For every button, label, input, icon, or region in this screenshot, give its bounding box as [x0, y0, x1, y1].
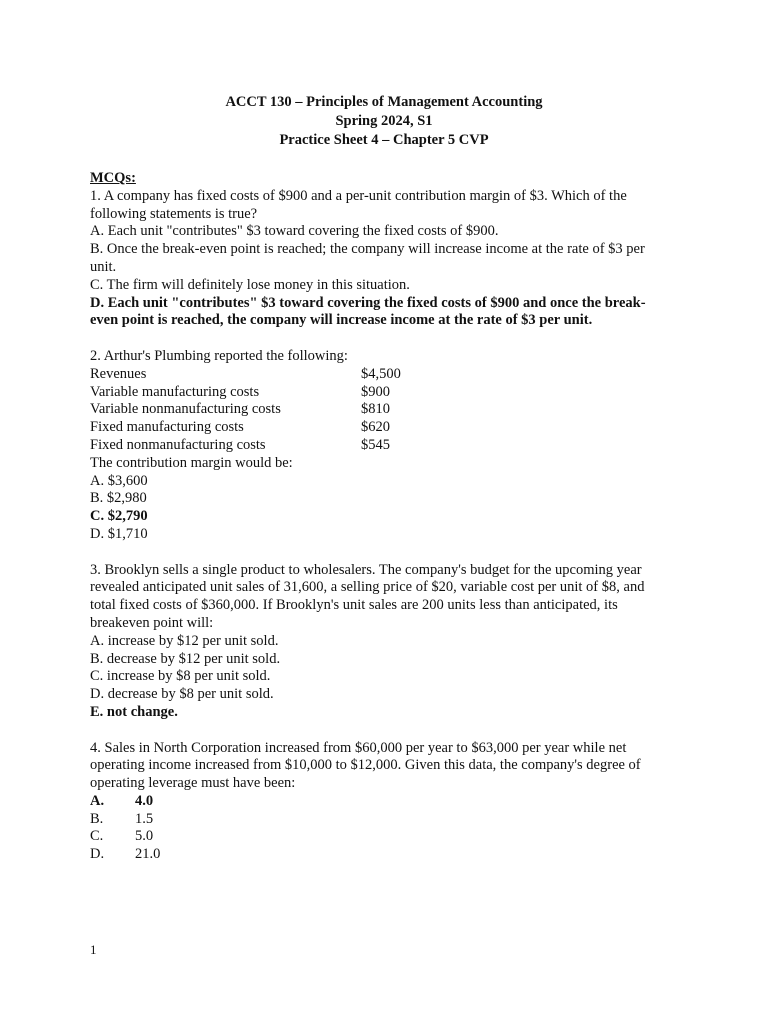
term-title: Spring 2024, S1: [335, 113, 433, 129]
question-1-option-a: A. Each unit "contributes" $3 toward covering the fixed costs of $900.: [90, 223, 499, 240]
cost-amount: $810: [361, 401, 390, 418]
option-value: 4.0: [135, 792, 154, 809]
option-key: A.: [90, 792, 105, 809]
question-2-option-c-answer: C. $2,790: [90, 508, 148, 525]
question-2: [90, 348, 680, 544]
spacer: [90, 722, 680, 740]
question-4-option-a-answer: [90, 793, 680, 811]
question-4: [90, 740, 680, 865]
question-4-stem-line: operating leverage must have been:: [90, 775, 296, 792]
question-1: [90, 188, 680, 330]
question-2-option-b: B. $2,980: [90, 490, 147, 507]
spacer: [90, 544, 680, 562]
question-2-option-a: A. $3,600: [90, 472, 148, 489]
question-4-option-d: [90, 846, 680, 864]
question-3-option-a: A. increase by $12 per unit sold.: [90, 632, 279, 649]
question-3-stem-line: revealed anticipated unit sales of 31,600, a selling price of $20, variable cost per unit of $8, and: [90, 579, 645, 596]
question-4-stem-line: 4. Sales in North Corporation increased from $60,000 per year to $63,000 per year while net: [90, 739, 627, 756]
spacer: [90, 330, 680, 348]
cost-row: [90, 437, 680, 455]
question-4-option-b: [90, 811, 680, 829]
cost-amount: $4,500: [361, 365, 401, 382]
question-1-option-b-cont: unit.: [90, 258, 117, 275]
question-1-option-d-answer-cont: even point is reached, the company will increase income at the rate of $3 per unit.: [90, 312, 593, 329]
document-body: [90, 170, 680, 864]
cost-amount: $900: [361, 383, 390, 400]
document-header: [0, 93, 768, 150]
cost-table: [90, 366, 680, 455]
option-value: 21.0: [135, 846, 161, 863]
option-key: C.: [90, 828, 104, 845]
question-1-stem-line: 1. A company has fixed costs of $900 and a per-unit contribution margin of $3. Which of the: [90, 187, 627, 204]
cost-row: [90, 419, 680, 437]
option-value: 1.5: [135, 810, 154, 827]
question-4-stem-line: operating income increased from $10,000 to $12,000. Given this data, the company's degree of: [90, 757, 641, 774]
sheet-title: Practice Sheet 4 – Chapter 5 CVP: [279, 132, 489, 148]
section-title: MCQs:: [90, 170, 136, 186]
question-1-option-d-answer: D. Each unit "contributes" $3 toward covering the fixed costs of $900 and once the break-: [90, 294, 646, 311]
question-3-stem-line: total fixed costs of $360,000. If Brooklyn's unit sales are 200 units less than anticipated, its: [90, 597, 618, 614]
question-1-option-b: B. Once the break-even point is reached; the company will increase income at the rate of $3 per: [90, 241, 645, 258]
question-2-prompt: The contribution margin would be:: [90, 454, 293, 471]
question-3-stem-line: 3. Brooklyn sells a single product to wholesalers. The company's budget for the upcoming year: [90, 561, 642, 578]
cost-row: [90, 401, 680, 419]
question-1-stem-line: following statements is true?: [90, 205, 258, 222]
question-3-option-c: C. increase by $8 per unit sold.: [90, 668, 271, 685]
question-3-option-e-answer: E. not change.: [90, 703, 178, 720]
option-key: D.: [90, 846, 105, 863]
cost-amount: $620: [361, 419, 390, 436]
cost-row: [90, 366, 680, 384]
page-number: 1: [90, 942, 97, 957]
question-1-option-c: C. The firm will definitely lose money in this situation.: [90, 276, 410, 293]
course-title: ACCT 130 – Principles of Management Accounting: [225, 94, 543, 110]
cost-label: Fixed nonmanufacturing costs: [90, 436, 266, 453]
cost-amount: $545: [361, 436, 390, 453]
cost-label: Revenues: [90, 365, 147, 382]
question-4-option-c: [90, 828, 680, 846]
cost-label: Variable nonmanufacturing costs: [90, 401, 281, 418]
question-3-option-b: B. decrease by $12 per unit sold.: [90, 650, 281, 667]
cost-label: Fixed manufacturing costs: [90, 419, 244, 436]
cost-label: Variable manufacturing costs: [90, 383, 260, 400]
question-2-option-d: D. $1,710: [90, 525, 148, 542]
question-3: [90, 562, 680, 722]
option-value: 5.0: [135, 828, 154, 845]
option-key: B.: [90, 810, 104, 827]
question-2-stem: 2. Arthur's Plumbing reported the following:: [90, 347, 348, 364]
question-3-option-d: D. decrease by $8 per unit sold.: [90, 686, 274, 703]
question-3-stem-line: breakeven point will:: [90, 614, 214, 631]
cost-row: [90, 384, 680, 402]
